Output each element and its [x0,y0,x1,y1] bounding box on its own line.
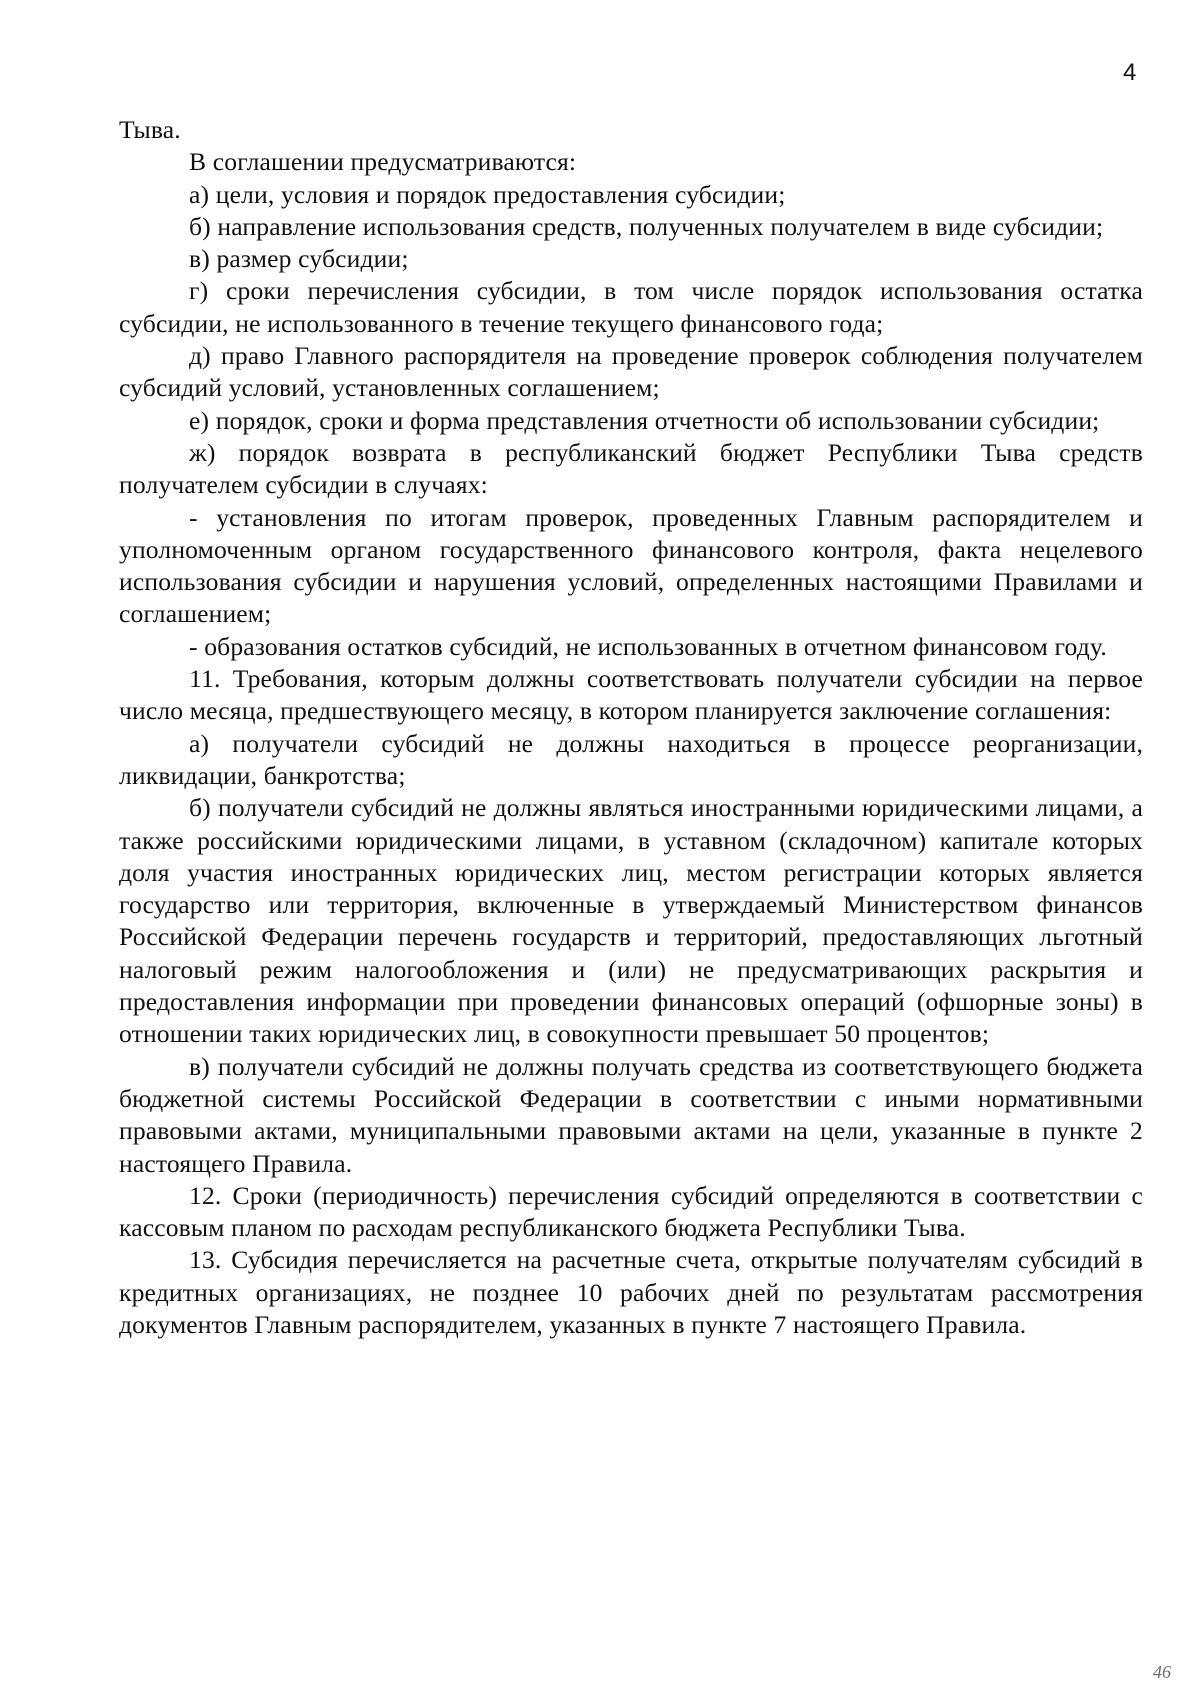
paragraph: Тыва. [119,115,181,144]
page-number: 4 [1123,59,1137,86]
paragraph: б) направление использования средств, полученных получателем в виде субсидии; [189,211,1104,241]
paragraph: - образования остатков субсидий, не использованных в отчетном финансовом году. [189,631,1107,661]
paragraph: б) получатели субсидий не должны являться иностранными юридическими лицами, а также российскими юридическими лицами, в уставном (складочном) капитале которых доля участия иностранных юридических лиц, местом регистрации которых является государство или территория, включенные в утверждаемый Министерством финансов Российской Федерации перечень государств и территорий, предоставляющих льготный налоговый режим налогообложения и (или) не предусматривающих раскрытия и предоставления информации при проведении финансовых операций (офшорные зоны) в отношении таких юридических лиц, в совокупности превышает 50 процентов; [119,793,1143,1049]
paragraph: е) порядок, сроки и форма представления отчетности об использовании субсидии; [189,405,1100,435]
paragraph: 13. Субсидия перечисляется на расчетные счета, открытые получателям субсидий в кредитных организациях, не позднее 10 рабочих дней по результатам рассмотрения документов Главным распорядителем, указанных в пункте 7 настоящего Правила. [119,1245,1143,1339]
document-body [119,114,1143,1341]
paragraph: В соглашении предусматриваются: [189,147,577,177]
paragraph: в) размер субсидии; [189,244,409,274]
paragraph: 11. Требования, которым должны соответствовать получатели субсидии на первое число месяца, предшествующего месяцу, в котором планируется заключение соглашения: [119,664,1143,726]
paragraph: 12. Сроки (периодичность) перечисления субсидий определяются в соответствии с кассовым планом по расходам республиканского бюджета Республики Тыва. [119,1180,1143,1243]
paragraph: ж) порядок возврата в республиканский бюджет Республики Тыва средств получателем субсидии в случаях: [119,437,1143,500]
paragraph: д) право Главного распорядителя на проведение проверок соблюдения получателем субсидий условий, установленных соглашением; [119,341,1143,403]
paragraph: - установления по итогам проверок, проведенных Главным распорядителем и уполномоченным органом государственного финансового контроля, факта нецелевого использования субсидии и нарушения условий, определенных настоящими Правилами и соглашением; [119,502,1143,629]
paragraph: г) сроки перечисления субсидии, в том числе порядок использования остатка субсидии, не использованного в течение текущего финансового года; [119,276,1143,338]
paragraph: в) получатели субсидий не должны получать средства из соответствующего бюджета бюджетной системы Российской Федерации в соответствии с иными нормативными правовыми актами, муниципальными правовыми актами на цели, указанные в пункте 2 настоящего Правила. [119,1051,1143,1178]
paragraph: а) цели, условия и порядок предоставления субсидии; [189,179,786,209]
paragraph: а) получатели субсидий не должны находиться в процессе реорганизации, ликвидации, банкротства; [119,728,1143,790]
handwritten-page-mark: 46 [1153,1662,1171,1682]
